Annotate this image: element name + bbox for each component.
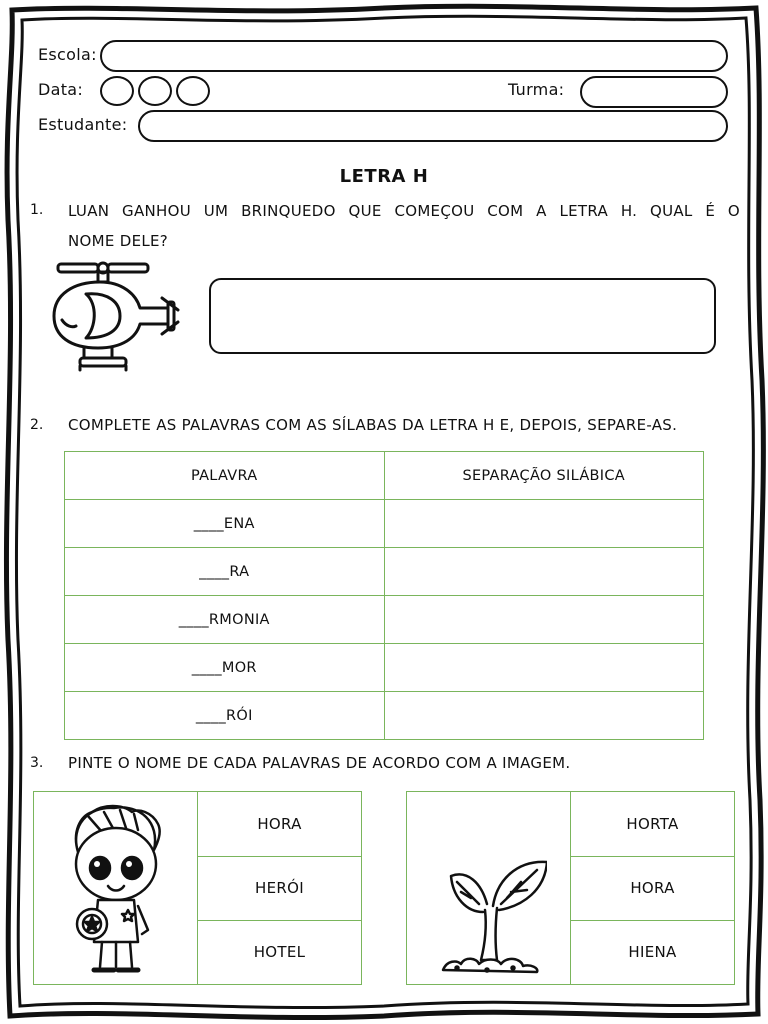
option-heroi[interactable]: HERÓI (198, 856, 361, 921)
word-cell: ____RA (65, 548, 385, 596)
q2-text: COMPLETE AS PALAVRAS COM AS SÍLABAS DA LETRA H E, DEPOIS, SEPARE-AS. (68, 416, 678, 434)
q3-text: PINTE O NOME DE CADA PALAVRAS DE ACORDO COM A IMAGEM. (68, 754, 571, 772)
school-field[interactable] (100, 40, 728, 72)
hero-boy-icon (62, 802, 172, 977)
option-hotel[interactable]: HOTEL (253, 943, 306, 961)
table-row (65, 596, 704, 644)
word-cell: ____RMONIA (65, 596, 385, 644)
sprout-icon (437, 852, 547, 976)
syllable-table (64, 451, 704, 740)
class-field[interactable] (580, 76, 728, 108)
word-cell: ____MOR (65, 644, 385, 692)
separation-answer-cell[interactable] (384, 692, 704, 740)
option-horta[interactable]: HORTA (571, 792, 734, 857)
separation-answer-cell[interactable] (384, 644, 704, 692)
date-day-field[interactable] (100, 76, 134, 106)
table-row (65, 548, 704, 596)
q1-text-line1: LUAN GANHOU UM BRINQUEDO QUE COMEÇOU COM A LETRA H. QUAL É O (68, 202, 740, 220)
picture-group-hero (33, 791, 362, 985)
date-month-field[interactable] (138, 76, 172, 106)
picture-cell (407, 792, 571, 984)
column-header-word: PALAVRA (65, 452, 385, 500)
table-header-row (65, 452, 704, 500)
q2-number: 2. (30, 417, 44, 433)
date-year-field[interactable] (176, 76, 210, 106)
q1-answer-box[interactable] (209, 278, 716, 354)
page-title: LETRA H (339, 166, 429, 187)
option-hora[interactable]: HORA (571, 856, 734, 921)
class-label: Turma: (508, 80, 565, 99)
student-field[interactable] (138, 110, 728, 142)
option-hiena[interactable]: HIENA (628, 943, 677, 961)
picture-group-sprout (406, 791, 735, 985)
table-row (65, 692, 704, 740)
option-hora[interactable]: HORA (198, 792, 361, 857)
separation-answer-cell[interactable] (384, 548, 704, 596)
helicopter-icon (50, 258, 186, 376)
q1-text-line2: NOME DELE? (68, 232, 169, 250)
word-cell: ____RÓI (65, 692, 385, 740)
separation-answer-cell[interactable] (384, 596, 704, 644)
school-label: Escola: (38, 45, 97, 64)
table-row (65, 644, 704, 692)
table-row (65, 500, 704, 548)
date-label: Data: (38, 80, 84, 99)
picture-cell (34, 792, 198, 984)
q1-number: 1. (30, 202, 44, 218)
word-cell: ____ENA (65, 500, 385, 548)
separation-answer-cell[interactable] (384, 500, 704, 548)
column-header-separation: SEPARAÇÃO SILÁBICA (384, 452, 704, 500)
q3-number: 3. (30, 755, 44, 771)
student-label: Estudante: (38, 115, 128, 134)
